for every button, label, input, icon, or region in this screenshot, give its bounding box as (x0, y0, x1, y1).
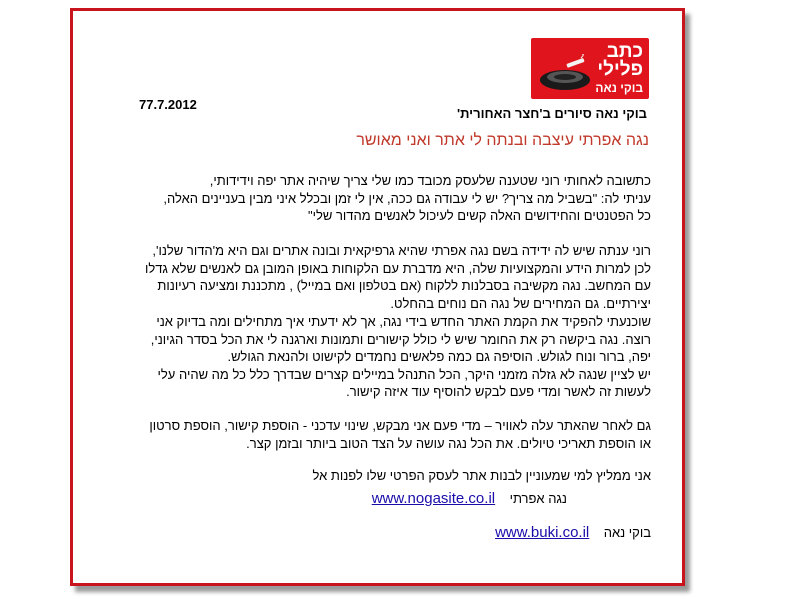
letter-heading: נגה אפרתי עיצבה ובנתה לי אתר ואני מאושר (356, 132, 649, 149)
paragraph (81, 417, 651, 452)
paragraph-line: יצירתיים. גם המחירים של נגה הם נוחים בהחלט. (390, 295, 651, 311)
buki-name: בוקי נאה (603, 525, 651, 540)
logo-title-line1: כתב (606, 41, 643, 62)
paragraph (81, 242, 651, 312)
paragraph-line: כתשובה לאחותי רוני שטענה שלעסק מכובד כמו שלי צריך שיהיה אתר יפה וידידותי, (209, 173, 651, 188)
logo-subtitle: בוקי נאה (595, 81, 643, 95)
noga-name: נגה אפרתי (509, 491, 567, 506)
paragraph-line: רוני ענתה שיש לה ידידה בשם נגה אפרתי שהיא גרפיקאית ובונה אתרים וגם היא מ'הדור שלנו', (152, 243, 651, 258)
paragraph-line: כל הפטנטים והחידושים האלה קשים לעיכול לאנשים מהדור שלי" (307, 208, 651, 223)
noga-contact (372, 490, 567, 507)
paragraph-line: או הוספת תאריכי טיולים. את הכל נגה עושה על הצד הטוב ביותר ובזמן קצר. (246, 435, 651, 451)
paragraph-line: יש לציין שנגה לא גזלה מזמני היקר, הכל התנהל במיילים קצרים שבדרך כלל כל מה שהיה עלי (157, 366, 651, 382)
logo-title-line2: פלילי (597, 59, 643, 80)
paragraph-line: יפה, ברור ונוח לגולש. הוסיפה גם כמה פלאשים נחמדים לקישוט ולהנאת הגולש. (227, 349, 651, 364)
paragraph-line: גם לאחר שהאתר עלה לאוויר – מדי פעם אני מבקש, שינוי עדכני - הוספת קישור, הוספת סרטון (149, 418, 651, 433)
paragraph-line: לכן למרות הידע והמקצועיות שלה, היא מדברת עם הלקוחות באופן המובן גם לאנשים שלא גדלו (144, 260, 651, 276)
buki-link[interactable]: www.buki.co.il (495, 524, 590, 541)
paragraph (81, 313, 651, 401)
logo (531, 38, 649, 99)
paragraph-line: שוכנעתי להפקיד את הקמת האתר החדש בידי נגה, אך לא ידעתי איך מתחילים ומה בדיוק אני (156, 314, 651, 329)
ashtray-icon (537, 54, 593, 94)
paragraph-line: רוצה. נגה ביקשה רק את החומר שיש לי כולל קישורים ותמונות וארגנה לי את הכל בסדר הגיוני, (150, 331, 651, 347)
paragraph-line: עם המחשב. נגה מקשיבה בסבלנות ללקוח (אם בטלפון ואם במייל) , מתכננת ומציעה רעיונות (157, 278, 651, 293)
paragraph (81, 467, 651, 485)
nogasite-link[interactable]: www.nogasite.co.il (371, 490, 496, 507)
paragraph-line: לעשות זה לאשר ומדי פעם לבקש להוסיף עוד איזה קישור. (346, 384, 651, 399)
paragraph-line: אני ממליץ למי שמעוניין לבנות אתר לעסק הפרטי שלו לפנות אל (312, 468, 651, 483)
letter-page (70, 8, 685, 586)
letter-subtitle: בוקי נאה סיורים ב'חצר האחורית' (457, 106, 647, 121)
paragraph-line: עניתי לה: "בשביל מה צריך? יש לי עבודה גם ככה, אין לי זמן ובכלל איני מבין בעניינים האלה, (163, 190, 651, 206)
paragraph (81, 172, 651, 225)
buki-contact (495, 524, 651, 541)
letter-date: 77.7.2012 (139, 97, 197, 112)
